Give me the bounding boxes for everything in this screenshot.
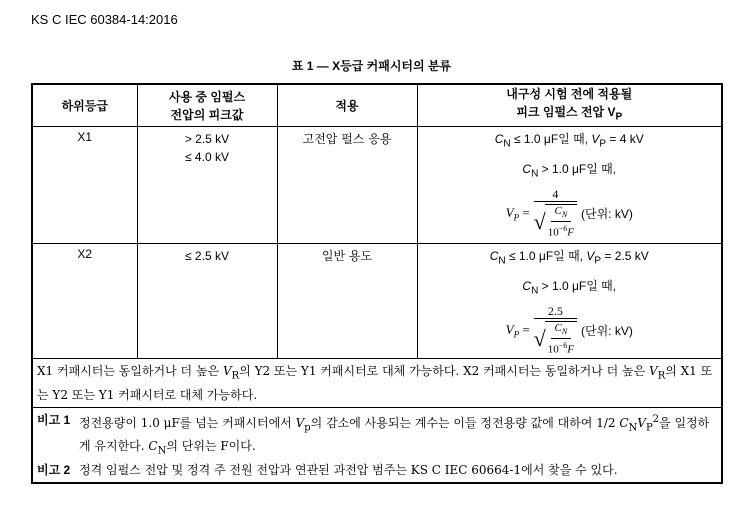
formula-unit: (단위: kV): [581, 324, 633, 339]
vp-formula: $V_P$ = 4 √ $C_N$ $10^{-6}F$ (단위: kV): [505, 187, 633, 240]
table-title: 표 1 — X등급 커패시터의 분류: [291, 59, 452, 73]
header-application: 적용: [277, 84, 417, 127]
vp-formula: $V_P$ = 2.5 √ $C_N$ $10^{-6}F$ (단위: kV): [505, 304, 633, 357]
note-2-label: 비고 2: [37, 462, 71, 477]
condition-large-cap: $C_N > 1.0$ μF일 때,: [522, 278, 617, 297]
condition-small-cap: $C_N \le 1.0$ μF일 때, $V_P = 4$ kV: [494, 132, 644, 150]
row-peak-voltage: [417, 127, 722, 244]
table-header-row: [32, 84, 722, 127]
sqrt-icon: √: [533, 209, 546, 235]
row-subclass: X1: [32, 127, 137, 244]
row-application: 일반 용도: [277, 244, 417, 359]
row-voltage-line1: ≤ 2.5 kV: [185, 249, 229, 264]
note-2: [37, 461, 717, 479]
document-id: KS C IEC 60384-14:2016: [31, 12, 178, 27]
note-1-text: 정전용량이 1.0 μF를 넘는 커패시터에서 $V_p$의 감소에 사용되는 계수는 이들 정전용량 값에 대하여 1/2 $C_NV_P^2$을 일정하게 유지한다. $C_N$의 단위는 F이다.: [79, 413, 710, 457]
note-1: [37, 411, 717, 461]
footnote-row: [32, 359, 722, 407]
row-voltage: [137, 244, 277, 359]
header-subclass: 하위등급: [32, 84, 137, 127]
header-peak-impulse-voltage: [417, 84, 722, 127]
formula-numerator: 2.5: [547, 304, 563, 319]
classification-table: [31, 83, 723, 484]
row-voltage-line1: > 2.5 kV: [184, 132, 230, 147]
header-impulse-voltage: [137, 84, 277, 127]
header-impulse-voltage-line2: 전압의 피크값: [170, 107, 244, 122]
row-subclass: X2: [32, 244, 137, 359]
notes-row: [32, 407, 722, 482]
row-application: 고전압 펄스 응용: [277, 127, 417, 244]
formula-unit: (단위: kV): [581, 207, 633, 222]
note-1-label: 비고 1: [37, 412, 71, 427]
condition-small-cap: $C_N \le 1.0$ μF일 때, $V_P = 2.5$ kV: [489, 249, 649, 267]
formula-numerator: 4: [552, 187, 559, 202]
note-2-text: 정격 임펄스 전압 및 정격 주 전원 전압과 연관된 과전압 범주는 KS C IEC 60664-1에서 찾을 수 있다.: [79, 462, 618, 477]
sqrt-icon: √: [533, 326, 546, 352]
row-voltage-line2: ≤ 4.0 kV: [185, 150, 229, 165]
header-peak-line2: 피크 임펄스 전압 $V_P$: [516, 105, 623, 123]
row-peak-voltage: [417, 244, 722, 359]
substitution-footnote: X1 커패시터는 동일하거나 더 높은 $V_R$의 Y2 또는 Y1 커패시터로 대체 가능하다. X2 커패시터는 동일하거나 더 높은 $V_R$의 X1 또는 Y2 또는 Y1 커패시터로 대체 가능하다.: [32, 359, 722, 407]
condition-large-cap: $C_N > 1.0$ μF일 때,: [522, 161, 617, 180]
header-peak-line1: 내구성 시험 전에 적용될: [506, 87, 633, 101]
table-row: [32, 244, 722, 359]
row-voltage: [137, 127, 277, 244]
table-row: [32, 127, 722, 244]
header-impulse-voltage-line1: 사용 중 임펄스: [168, 89, 246, 104]
notes-cell: [32, 407, 722, 482]
